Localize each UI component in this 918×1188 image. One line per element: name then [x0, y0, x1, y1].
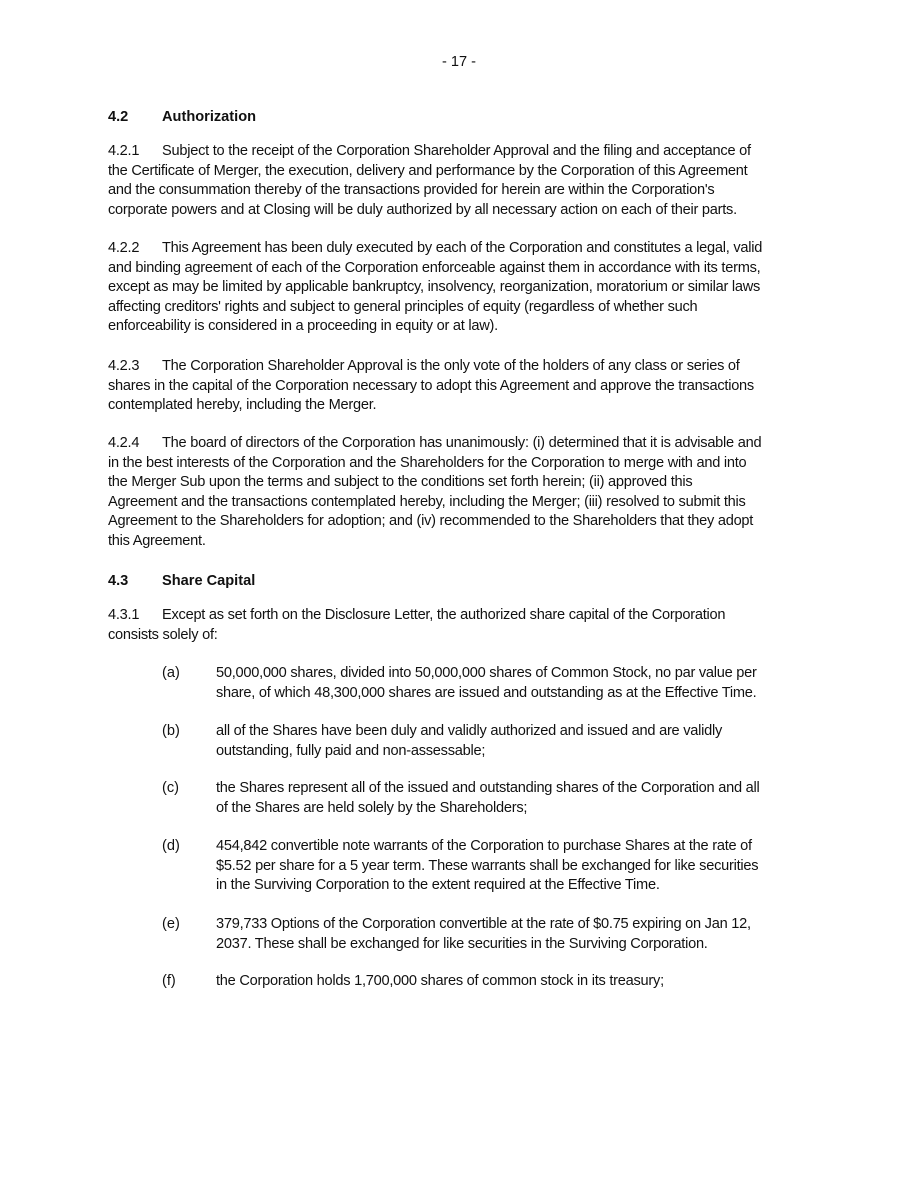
page-number: - 17 - [441, 54, 477, 70]
paragraph-line: in the best interests of the Corporation and the Shareholders for the Corporation to merge with and into [108, 454, 747, 471]
paragraph-line: except as may be limited by applicable bankruptcy, insolvency, reorganization, moratorium or similar laws [108, 279, 761, 296]
list-item-line: $5.52 per share for a 5 year term. These warrants shall be exchanged for like securities [216, 857, 759, 874]
section-title: Authorization [162, 109, 257, 125]
list-item-line: all of the Shares have been duly and validly authorized and issued and are validly [216, 723, 723, 739]
paragraph-line: corporate powers and at Closing will be duly authorized by all necessary action on each of their parts. [108, 201, 737, 218]
paragraph-line: the Certificate of Merger, the execution, delivery and performance by the Corporation of this Agreement [108, 162, 748, 179]
paragraph-line: shares in the capital of the Corporation necessary to adopt this Agreement and approve the transactions [108, 377, 754, 394]
list-item-line: in the Surviving Corporation to the extent required at the Effective Time. [216, 877, 660, 894]
paragraph-line [108, 434, 761, 454]
list-item-line: 379,733 Options of the Corporation convertible at the rate of $0.75 expiring on Jan 12, [216, 916, 751, 932]
list-item-line: outstanding, fully paid and non-assessable; [216, 742, 486, 759]
paragraph-number: 4.2.4 [108, 435, 140, 451]
paragraph-text: The Corporation Shareholder Approval is the only vote of the holders of any class or series of [162, 358, 740, 374]
list-item-line: 50,000,000 shares, divided into 50,000,000 shares of Common Stock, no par value per [216, 665, 757, 681]
paragraph-number: 4.3.1 [108, 607, 140, 623]
paragraph-4-3-1 [108, 606, 725, 645]
paragraph-line [108, 606, 725, 626]
list-item-text [216, 915, 751, 954]
list-item-line: the Shares represent all of the issued and outstanding shares of the Corporation and all [216, 780, 760, 796]
paragraph-line: Agreement and the transactions contemplated hereby, including the Merger; (iii) resolved to submit this [108, 493, 746, 510]
paragraph-number: 4.2.1 [108, 143, 140, 159]
list-item-label: (c) [162, 780, 180, 796]
list-item-text [216, 664, 757, 703]
paragraph-line: enforceability is considered in a proceeding in equity or at law). [108, 318, 498, 335]
section-number: 4.2 [108, 109, 129, 125]
section-title: Share Capital [162, 573, 256, 589]
paragraph-line: Agreement to the Shareholders for adoption; and (iv) recommended to the Shareholders that they adopt [108, 513, 754, 530]
paragraph-number: 4.2.2 [108, 240, 140, 256]
paragraph-line [108, 142, 751, 162]
list-item-label: (a) [162, 665, 180, 681]
list-item-text [216, 722, 722, 761]
paragraph-4-2-1 [108, 142, 751, 220]
paragraph-text: This Agreement has been duly executed by each of the Corporation and constitutes a legal, valid [162, 240, 763, 256]
paragraph-line: consists solely of: [108, 626, 218, 643]
list-item-label: (d) [162, 838, 180, 854]
paragraph-line: and binding agreement of each of the Corporation enforceable against them in accordance with its terms, [108, 259, 761, 276]
list-item-text [216, 837, 758, 896]
paragraph-4-2-3 [108, 357, 754, 416]
list-item-line: 454,842 convertible note warrants of the Corporation to purchase Shares at the rate of [216, 838, 752, 854]
list-item-text [216, 972, 664, 992]
paragraph-number: 4.2.3 [108, 358, 140, 374]
paragraph-text: Subject to the receipt of the Corporation Shareholder Approval and the filing and acceptance of [162, 143, 751, 159]
paragraph-line: this Agreement. [108, 532, 206, 549]
list-item-line: of the Shares are held solely by the Shareholders; [216, 799, 528, 816]
paragraph-text: The board of directors of the Corporation has unanimously: (i) determined that it is advisable and [162, 435, 762, 451]
paragraph-text: Except as set forth on the Disclosure Letter, the authorized share capital of the Corporation [162, 607, 726, 623]
list-item-text [216, 779, 759, 818]
paragraph-line [108, 239, 762, 259]
list-item-line: share, of which 48,300,000 shares are issued and outstanding as at the Effective Time. [216, 684, 757, 701]
paragraph-line: and the consummation thereby of the transactions provided for herein are within the Corporation's [108, 182, 715, 199]
paragraph-line [108, 357, 754, 377]
paragraph-line: affecting creditors' rights and subject to general principles of equity (regardless of whether such [108, 298, 698, 315]
paragraph-line: the Merger Sub upon the terms and subject to the conditions set forth herein; (ii) approved this [108, 474, 693, 491]
list-item-label: (b) [162, 723, 180, 739]
list-item-line: the Corporation holds 1,700,000 shares of common stock in its treasury; [216, 973, 664, 989]
list-item-line: 2037. These shall be exchanged for like securities in the Surviving Corporation. [216, 935, 708, 952]
list-item-label: (f) [162, 973, 176, 989]
paragraph-4-2-4 [108, 434, 761, 552]
paragraph-4-2-2 [108, 239, 762, 337]
section-number: 4.3 [108, 573, 129, 589]
paragraph-line: contemplated hereby, including the Merger. [108, 397, 377, 414]
list-item-label: (e) [162, 916, 180, 932]
